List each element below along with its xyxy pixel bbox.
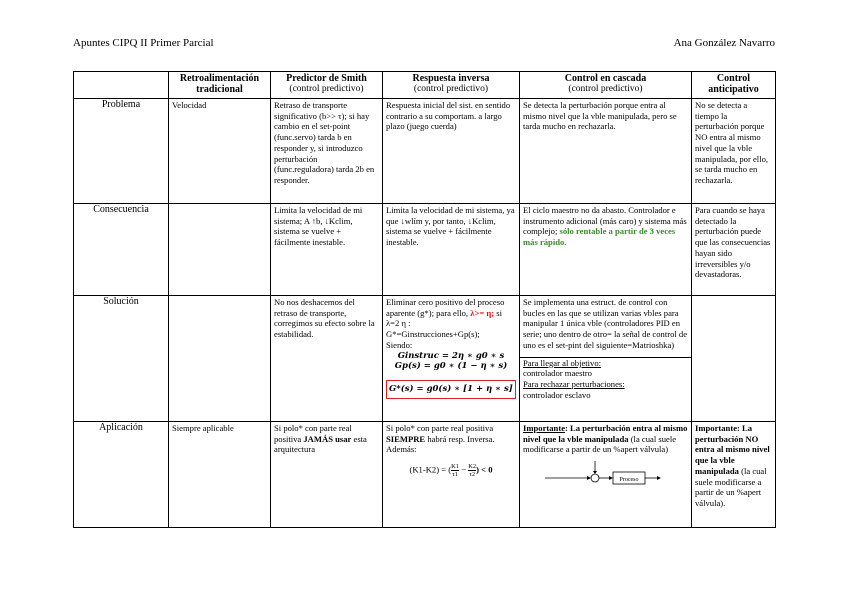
row-label-aplicacion: Aplicación [74,422,169,528]
cell-consecuencia-smith: Limita la velocidad de mi sistema; A ↑b, ↓Kclim, sistema se vuelve + fácilmente inestable. [271,204,383,296]
cell-aplicacion-smith: Si polo* con parte real positiva JAMÁS usar esta arquitectura [271,422,383,528]
cell-consecuencia-anticipativo: Para cuando se haya detectado la perturbación puede que las consecuencias hayan sido irreversibles y/o devastadoras. [692,204,776,296]
arrow-down-icon: ↓ [400,215,405,226]
cell-problema-cascada: Se detecta la perturbación porque entra al mismo nivel que la vble manipulada, pero se tarda mucho en rechazarla. [520,99,692,204]
cell-problema-smith: Retraso de transporte significativo (b>> τ); si hay cambio en el set-point (func.servo) tarda b en responder y, si introduzco perturbación (func.reguladora) tarda 2b en responder. [271,99,383,204]
cascada-divider: Para llegar al objetivo: controlador maestro Para rechazar perturbaciones: controlador esclavo [520,357,691,401]
cell-solucion-anticipativo [692,296,776,422]
diagram-proceso-label: Proceso [619,477,639,484]
row-solucion [74,296,776,422]
formula-ginstruc: Ginstruc = 2η ∗ g0 ∗ s [397,350,505,361]
arrow-down-icon: ↓ [324,215,329,226]
header-left: Apuntes CIPQ II Primer Parcial [73,37,214,49]
cell-consecuencia-inversa: Limita la velocidad de mi sistema, ya que ↓wlím y, por tanto, ↓Kclim, sistema se vuelve + fácilmente inestable. [383,204,520,296]
cell-solucion-cascada: Se implementa una estruct. de control con bucles en las que se utilizan varias vbles para manipular 1 única vble (controladores PID en serie; uno dentro de otro= la señal de control de uno es el set-pint del siguiente=Matrioshka) Para llegar al objetivo: controlador maestro Para rechazar perturbaciones: controlador esclavo [520,296,692,422]
cell-solucion-inversa: Eliminar cero positivo del proceso aparente (g*); para ello, λ>= η; si λ=2 η : G*=Ginstrucciones+Gp(s); Siendo: Ginstruc = 2η ∗ g0 ∗ s Gp(s) = g0 ∗ (1 − η ∗ s) G*(s) = g0(s) ∗ [1 + η ∗ s] [383,296,520,422]
cell-aplicacion-cascada: Importante: La perturbación entra al mismo nivel que la vble manipulada (la cual suele modificarse a partir de un %apert válvula) Proceso [520,422,692,528]
cell-aplicacion-inversa: Si polo* con parte real positiva SIEMPRE habrá resp. Inversa. Además: (K1-K2) = ( $\frac{K1}{\tau 1}$ − $\frac{K2}{\tau 2}$ ) < 0 [383,422,520,528]
cell-solucion-smith: No nos deshacemos del retraso de transporte, corregimos su efecto sobre la estabilidad. [271,296,383,422]
row-problema [74,99,776,204]
col-smith: Predictor de Smith (control predictivo) [271,72,383,99]
col-anticipativo: Control anticipativo [692,72,776,99]
cell-consecuencia-cascada: El ciclo maestro no da abasto. Controlador e instrumento adicional (más caro) y sistema más complejo; sólo rentable a partir de 3 veces más rápido. [520,204,692,296]
header-row [74,72,776,99]
cell-aplicacion-retro: Siempre aplicable [169,422,271,528]
formula-gstar-box: G*(s) = g0(s) ∗ [1 + η ∗ s] [386,380,516,399]
row-consecuencia [74,204,776,296]
row-label-problema: Problema [74,99,169,204]
cell-aplicacion-anticipativo: Importante: La perturbación NO entra al mismo nivel que la vble manipulada (la cual suele modificarse a partir de un %apert válvula). [692,422,776,528]
col-inversa: Respuesta inversa (control predictivo) [383,72,520,99]
cell-problema-anticipativo: No se detecta a tiempo la perturbación porque NO entra al mismo nivel que la vble manipulada, por ello, se tarda mucho en rechazarla. [692,99,776,204]
row-aplicacion [74,422,776,528]
cell-problema-retro: Velocidad [169,99,271,204]
cell-consecuencia-retro [169,204,271,296]
col-cascada: Control en cascada (control predictivo) [520,72,692,99]
row-label-solucion: Solución [74,296,169,422]
cell-problema-inversa: Respuesta inicial del sist. en sentido contrario a su comportam. a largo plazo (juego cuerda) [383,99,520,204]
arrow-down-icon: ↓ [467,215,473,226]
row-label-consecuencia: Consecuencia [74,204,169,296]
cascade-block-diagram [543,459,663,489]
summary-table [73,71,776,528]
header-right: Ana González Navarro [673,37,775,49]
corner-cell [74,72,169,99]
formula-gp: Gp(s) = g0 ∗ (1 − η ∗ s) [394,361,508,372]
cell-solucion-retro [169,296,271,422]
inversa-inequality: (K1-K2) = ( $\frac{K1}{\tau 1}$ − $\frac{K2}{\tau 2}$ ) < 0 [409,463,493,479]
arrow-up-icon: ↑ [311,215,317,226]
col-retroalimentacion: Retroalimentación tradicional [169,72,271,99]
